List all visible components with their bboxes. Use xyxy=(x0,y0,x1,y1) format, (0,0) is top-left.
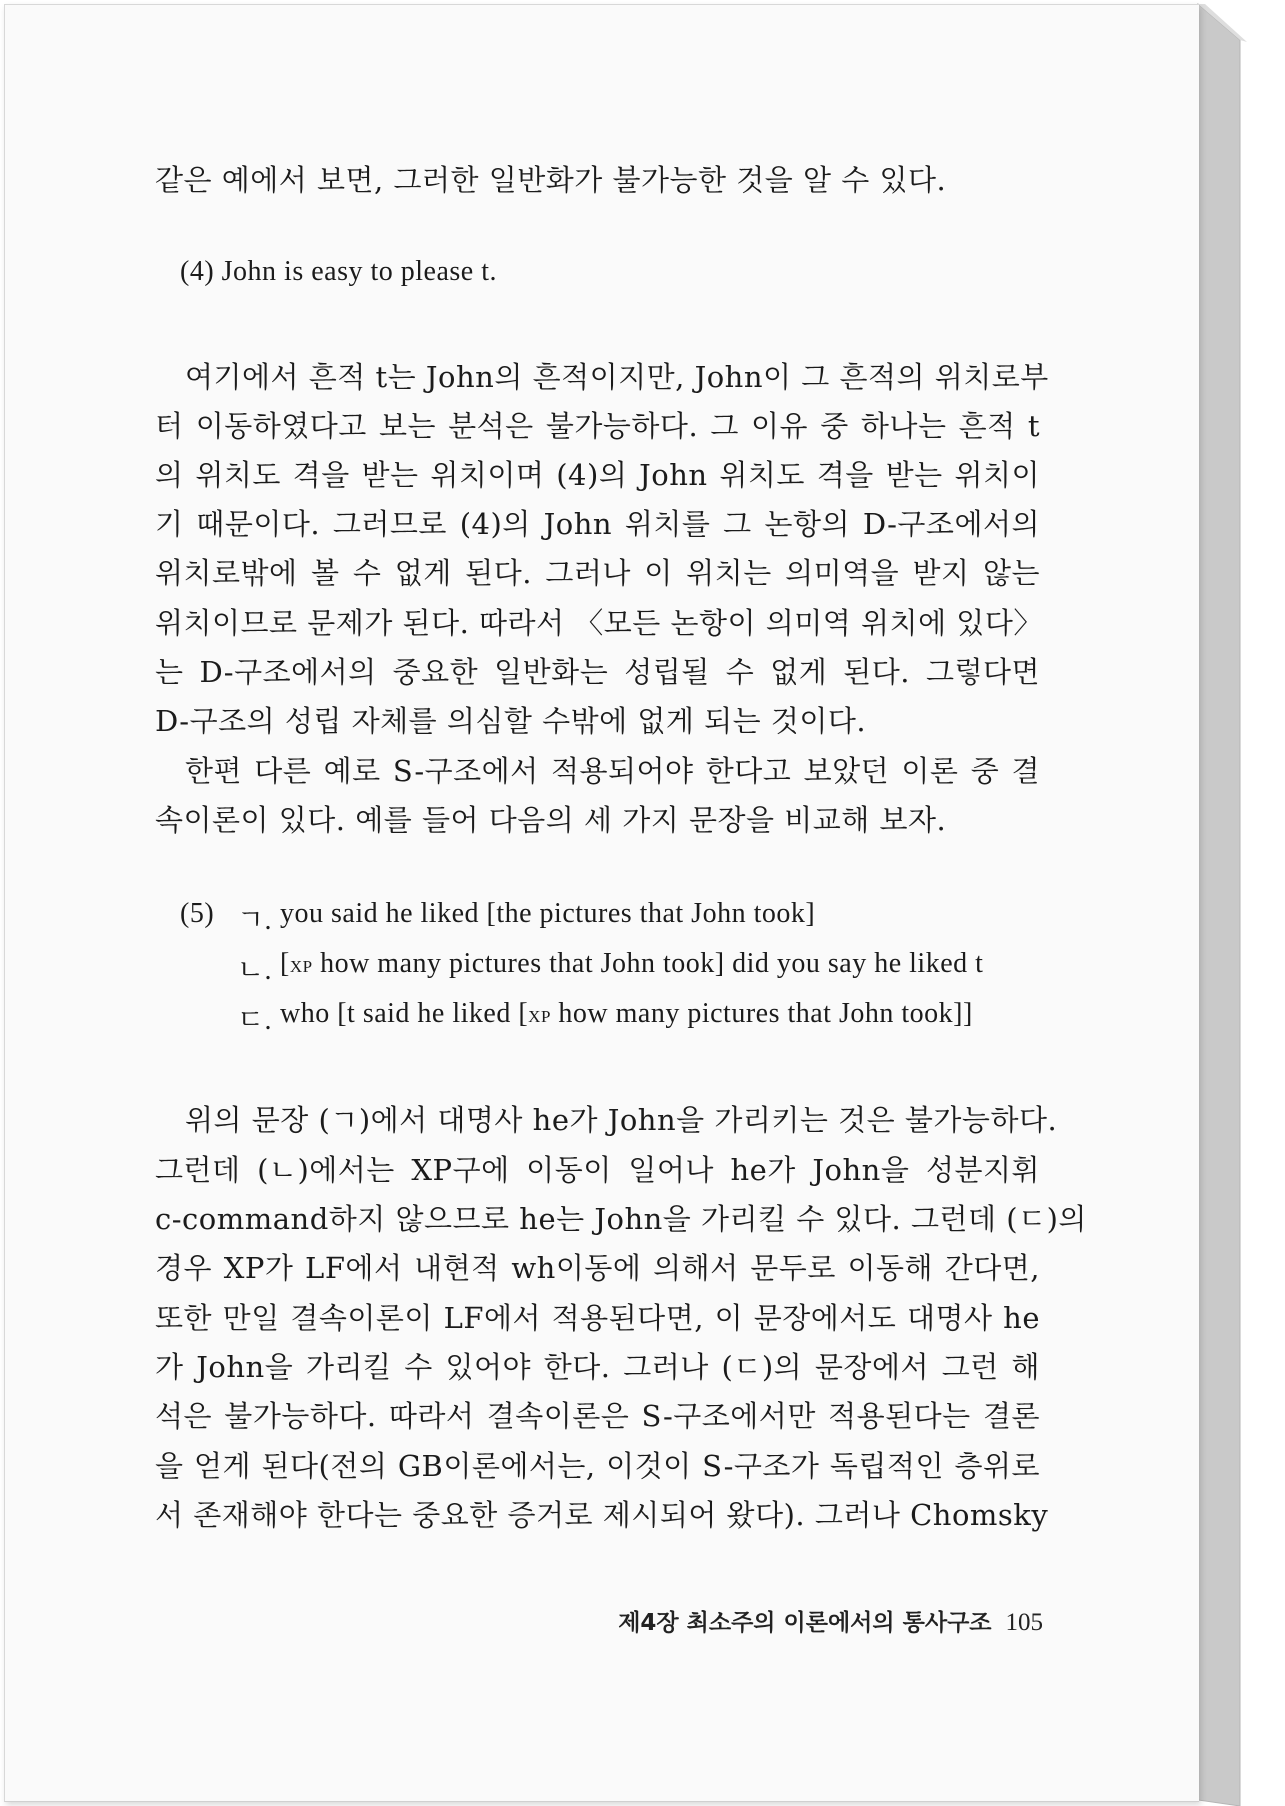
example-4: (4) John is easy to please t. xyxy=(180,256,497,287)
example-5a: you said he liked [the pictures that John took] xyxy=(280,898,816,929)
page-number: 105 xyxy=(1005,1609,1043,1636)
paragraph-line: 터 이동하였다고 보는 분석은 불가능하다. 그 이유 중 하나는 흔적 t xyxy=(155,409,1040,443)
example-5c-marker: ㄷ. xyxy=(237,1005,273,1036)
example-5b-marker: ㄴ. xyxy=(237,955,273,986)
paragraph-line: 기 때문이다. 그러므로 (4)의 John 위치를 그 논항의 D-구조에서의 xyxy=(155,507,1040,541)
paragraph-line: 한편 다른 예로 S-구조에서 적용되어야 한다고 보았던 이론 중 결 xyxy=(185,754,1040,788)
paragraph-line: D-구조의 성립 자체를 의심할 수밖에 없게 되는 것이다. xyxy=(155,704,867,738)
example-5-label: (5) xyxy=(180,898,215,929)
paragraph-line: 는 D-구조에서의 중요한 일반화는 성립될 수 없게 된다. 그렇다면 xyxy=(155,655,1040,689)
paragraph-line: 속이론이 있다. 예를 들어 다음의 세 가지 문장을 비교해 보자. xyxy=(155,803,947,837)
paragraph-line: 위치이므로 문제가 된다. 따라서 〈모든 논항이 의미역 위치에 있다〉 xyxy=(155,606,1043,640)
paragraph-line: 석은 불가능하다. 따라서 결속이론은 S-구조에서만 적용된다는 결론 xyxy=(155,1399,1040,1433)
paragraph-line: 여기에서 흔적 t는 John의 흔적이지만, John이 그 흔적의 위치로부 xyxy=(185,360,1049,394)
chapter-title: 제4장 최소주의 이론에서의 통사구조 xyxy=(618,1610,992,1636)
paragraph-line: 위치로밖에 볼 수 없게 된다. 그러나 이 위치는 의미역을 받지 않는 xyxy=(155,556,1040,590)
running-footer xyxy=(610,1604,1043,1637)
paragraph-line: 위의 문장 (ㄱ)에서 대명사 he가 John을 가리키는 것은 불가능하다. xyxy=(185,1103,1058,1137)
paragraph-line: 같은 예에서 보면, 그러한 일반화가 불가능한 것을 알 수 있다. xyxy=(155,163,947,197)
paragraph-line: 의 위치도 격을 받는 위치이며 (4)의 John 위치도 격을 받는 위치이 xyxy=(155,458,1040,492)
example-5a-marker: ㄱ. xyxy=(237,905,273,936)
paragraph-line: 서 존재해야 한다는 중요한 증거로 제시되어 왔다). 그러나 Chomsky xyxy=(155,1498,1049,1532)
example-5c: who [t said he liked [XP how many pictures that John took]] xyxy=(280,998,973,1029)
paragraph-line: c-command하지 않으므로 he는 John을 가리킬 수 있다. 그런데 (ㄷ)의 xyxy=(155,1202,1087,1236)
paragraph-line: 경우 XP가 LF에서 내현적 wh이동에 의해서 문두로 이동해 간다면, xyxy=(155,1251,1040,1285)
example-5b: [XP how many pictures that John took] did you say he liked t xyxy=(280,948,984,979)
paragraph-line: 가 John을 가리킬 수 있어야 한다. 그러나 (ㄷ)의 문장에서 그런 해 xyxy=(155,1350,1040,1384)
xp-subscript: XP xyxy=(289,957,313,976)
paragraph-line: 그런데 (ㄴ)에서는 XP구에 이동이 일어나 he가 John을 성분지휘 xyxy=(155,1153,1040,1187)
xp-subscript: XP xyxy=(528,1007,551,1026)
paragraph-line: 또한 만일 결속이론이 LF에서 적용된다면, 이 문장에서도 대명사 he xyxy=(155,1301,1040,1335)
paragraph-line: 을 얻게 된다(전의 GB이론에서는, 이것이 S-구조가 독립적인 층위로 xyxy=(155,1449,1040,1483)
